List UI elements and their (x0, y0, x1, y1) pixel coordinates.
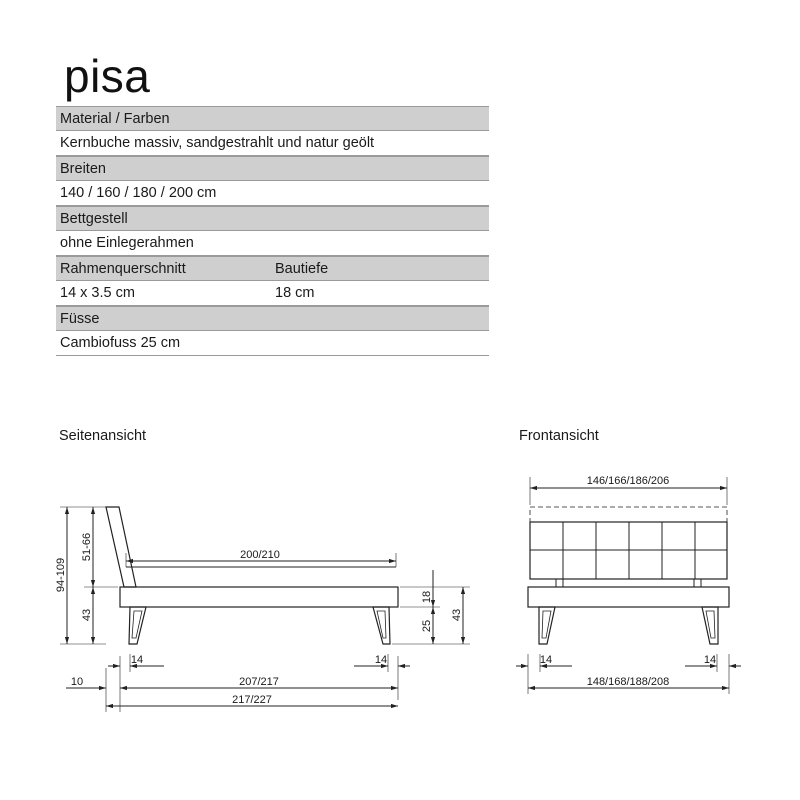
dim-side-43: 43 (451, 608, 463, 622)
rahmen-value: 14 x 3.5 cm (60, 285, 135, 301)
bautiefe-value: 18 cm (275, 285, 315, 301)
side-leg-right (373, 607, 390, 644)
side-headboard (106, 507, 136, 587)
fuesse-label: Füsse (60, 311, 100, 327)
dim-offset: 10 (70, 676, 84, 688)
material-label: Material / Farben (60, 111, 170, 127)
side-frame (120, 587, 398, 607)
dim-leg: 25 (421, 619, 433, 633)
front-leg-right (702, 607, 718, 644)
front-dim-leg-inset-left: 14 (539, 654, 553, 666)
side-view-label: Seitenansicht (59, 428, 147, 444)
front-leg-left (539, 607, 555, 644)
front-dim-leg-inset-right: 14 (703, 654, 717, 666)
dim-total-height: 94-109 (55, 557, 67, 593)
dim-total-length: 217/227 (232, 694, 272, 706)
fuesse-value: Cambiofuss 25 cm (60, 335, 181, 351)
front-dim-outer-width: 148/168/188/208 (586, 676, 670, 688)
bautiefe-label: Bautiefe (275, 261, 329, 277)
dim-leg-inset-left: 14 (130, 654, 144, 666)
dim-mattress-length: 200/210 (240, 549, 280, 561)
front-view-label: Frontansicht (519, 428, 599, 444)
bettgestell-value: ohne Einlegerahmen (60, 235, 194, 251)
dim-frame-height: 43 (81, 608, 93, 622)
breiten-label: Breiten (60, 161, 106, 177)
dim-bautiefe: 18 (421, 590, 433, 604)
front-dim-inner-width: 146/166/186/206 (586, 475, 670, 487)
side-leg-left (129, 607, 146, 644)
dim-frame-length: 207/217 (239, 676, 279, 688)
material-value: Kernbuche massiv, sandgestrahlt und natur geölt (60, 135, 375, 151)
dim-leg-inset-right: 14 (374, 654, 388, 666)
side-leg-left-inner (132, 611, 142, 638)
front-frame (528, 587, 729, 607)
breiten-value: 140 / 160 / 180 / 200 cm (60, 185, 217, 201)
rahmen-label: Rahmenquerschnitt (60, 261, 186, 277)
bettgestell-label: Bettgestell (60, 211, 128, 227)
dim-headboard: 51-66 (81, 532, 93, 562)
product-title: pisa (64, 50, 151, 102)
